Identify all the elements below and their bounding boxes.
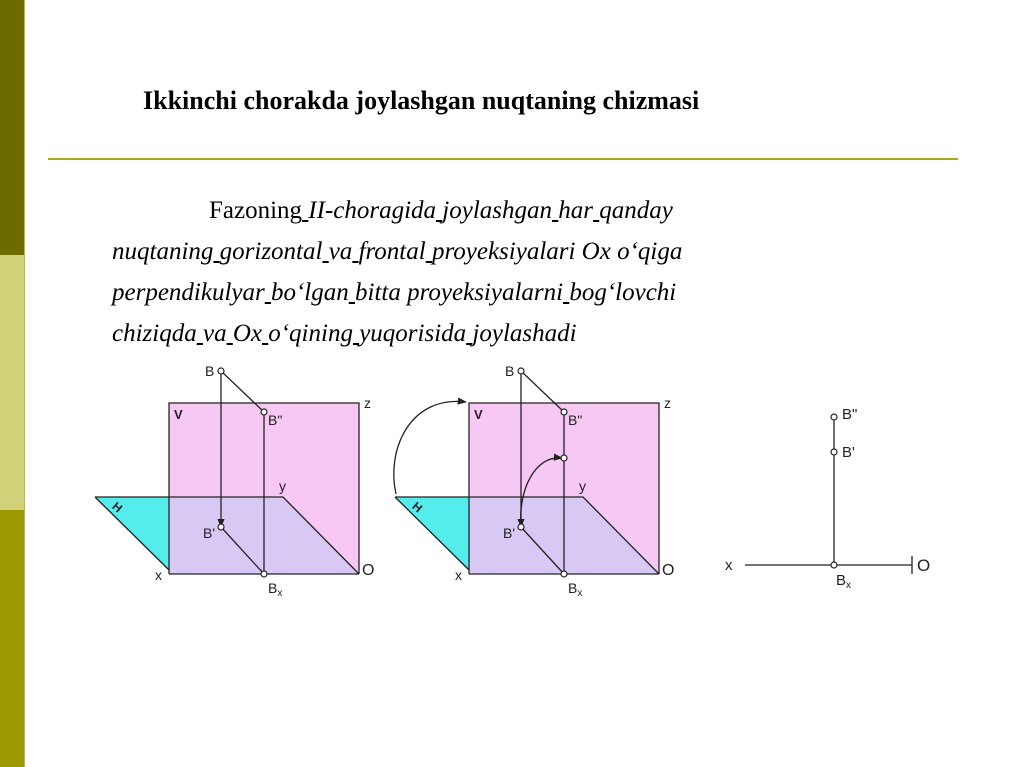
fig1-label-x: x (155, 567, 162, 583)
fig2-point-rotated (561, 455, 567, 461)
text-run: II-choragida (308, 197, 437, 224)
figure-3-epure (725, 406, 930, 591)
fig3-point-Bpp (831, 414, 837, 420)
fig3-label-Bpp: B" (842, 406, 858, 423)
fig1-label-z: z (364, 395, 371, 411)
fig3-point-Bp (831, 449, 837, 455)
text-run: frontal (358, 238, 426, 265)
fig1-label-V: V (174, 407, 183, 422)
text-run: gorizontal (219, 238, 323, 265)
text-run: bitta proyeksiyalarni (355, 279, 564, 306)
fig1-point-Bpp (261, 409, 267, 415)
text-run: chiziqda (112, 320, 197, 347)
slide-title: Ikkinchi chorakda joylashgan nuqtaning chizmasi (143, 86, 700, 115)
text-run: joylashadi (472, 320, 577, 347)
fig1-label-O: O (362, 562, 375, 579)
fig1-label-Bp: B' (203, 525, 216, 541)
text-run: har (558, 197, 593, 224)
text-run: va (202, 320, 227, 347)
fig3-label-x: x (725, 557, 733, 574)
fig2-label-Bp: B' (503, 525, 516, 541)
fig3-point-Bx (831, 562, 837, 568)
fig2-label-B: B (505, 363, 515, 379)
fig2-label-H: H (409, 499, 426, 516)
fig1-label-Bpp: B" (268, 412, 283, 428)
fig2-rotation-arc-plane (394, 401, 466, 494)
text-run: bog‘lovchi (569, 279, 677, 306)
fig1-label-y: y (279, 478, 286, 494)
fig2-point-Bp (518, 524, 524, 530)
fig1-label-B: B (205, 363, 215, 379)
fig2-label-V: V (474, 407, 483, 422)
fig3-label-O: O (917, 556, 931, 575)
text-run: proyeksiyalari Ox o‘qiga (431, 238, 683, 265)
text-run: bo‘lgan (270, 279, 349, 306)
text-run: Ox (232, 320, 262, 347)
fig2-label-y: y (579, 478, 586, 494)
fig1-point-Bx (261, 571, 267, 577)
fig1-label-H: H (109, 499, 126, 516)
fig2-label-O: O (662, 562, 675, 579)
fig3-label-Bp: B' (842, 444, 855, 461)
text-run: joylashgan (442, 197, 553, 224)
fig1-point-B (218, 368, 224, 374)
text-run: nuqtaning (112, 238, 214, 265)
fig2-label-x: x (455, 567, 462, 583)
fig1-point-Bp (218, 524, 224, 530)
text-run: va (328, 238, 353, 265)
fig2-label-Bx: $B_x$ (568, 580, 583, 599)
fig2-label-Bpp: B" (568, 412, 583, 428)
text-run: Fazoning (209, 197, 303, 224)
text-run: qanday (599, 197, 673, 224)
fig2-point-Bpp (561, 409, 567, 415)
fig1-label-Bx: $B_x$ (268, 580, 283, 599)
fig3-label-Bx: $B_x$ (836, 572, 852, 591)
text-run: o‘qining (268, 320, 353, 347)
fig2-point-B (518, 368, 524, 374)
fig2-label-z: z (664, 395, 671, 411)
text-run: perpendikulyar (112, 279, 265, 306)
figure-1-spatial-model (95, 363, 374, 599)
text-run: yuqorisida (359, 320, 467, 347)
fig2-point-Bx (561, 571, 567, 577)
figure-2-unfolding (394, 363, 675, 599)
